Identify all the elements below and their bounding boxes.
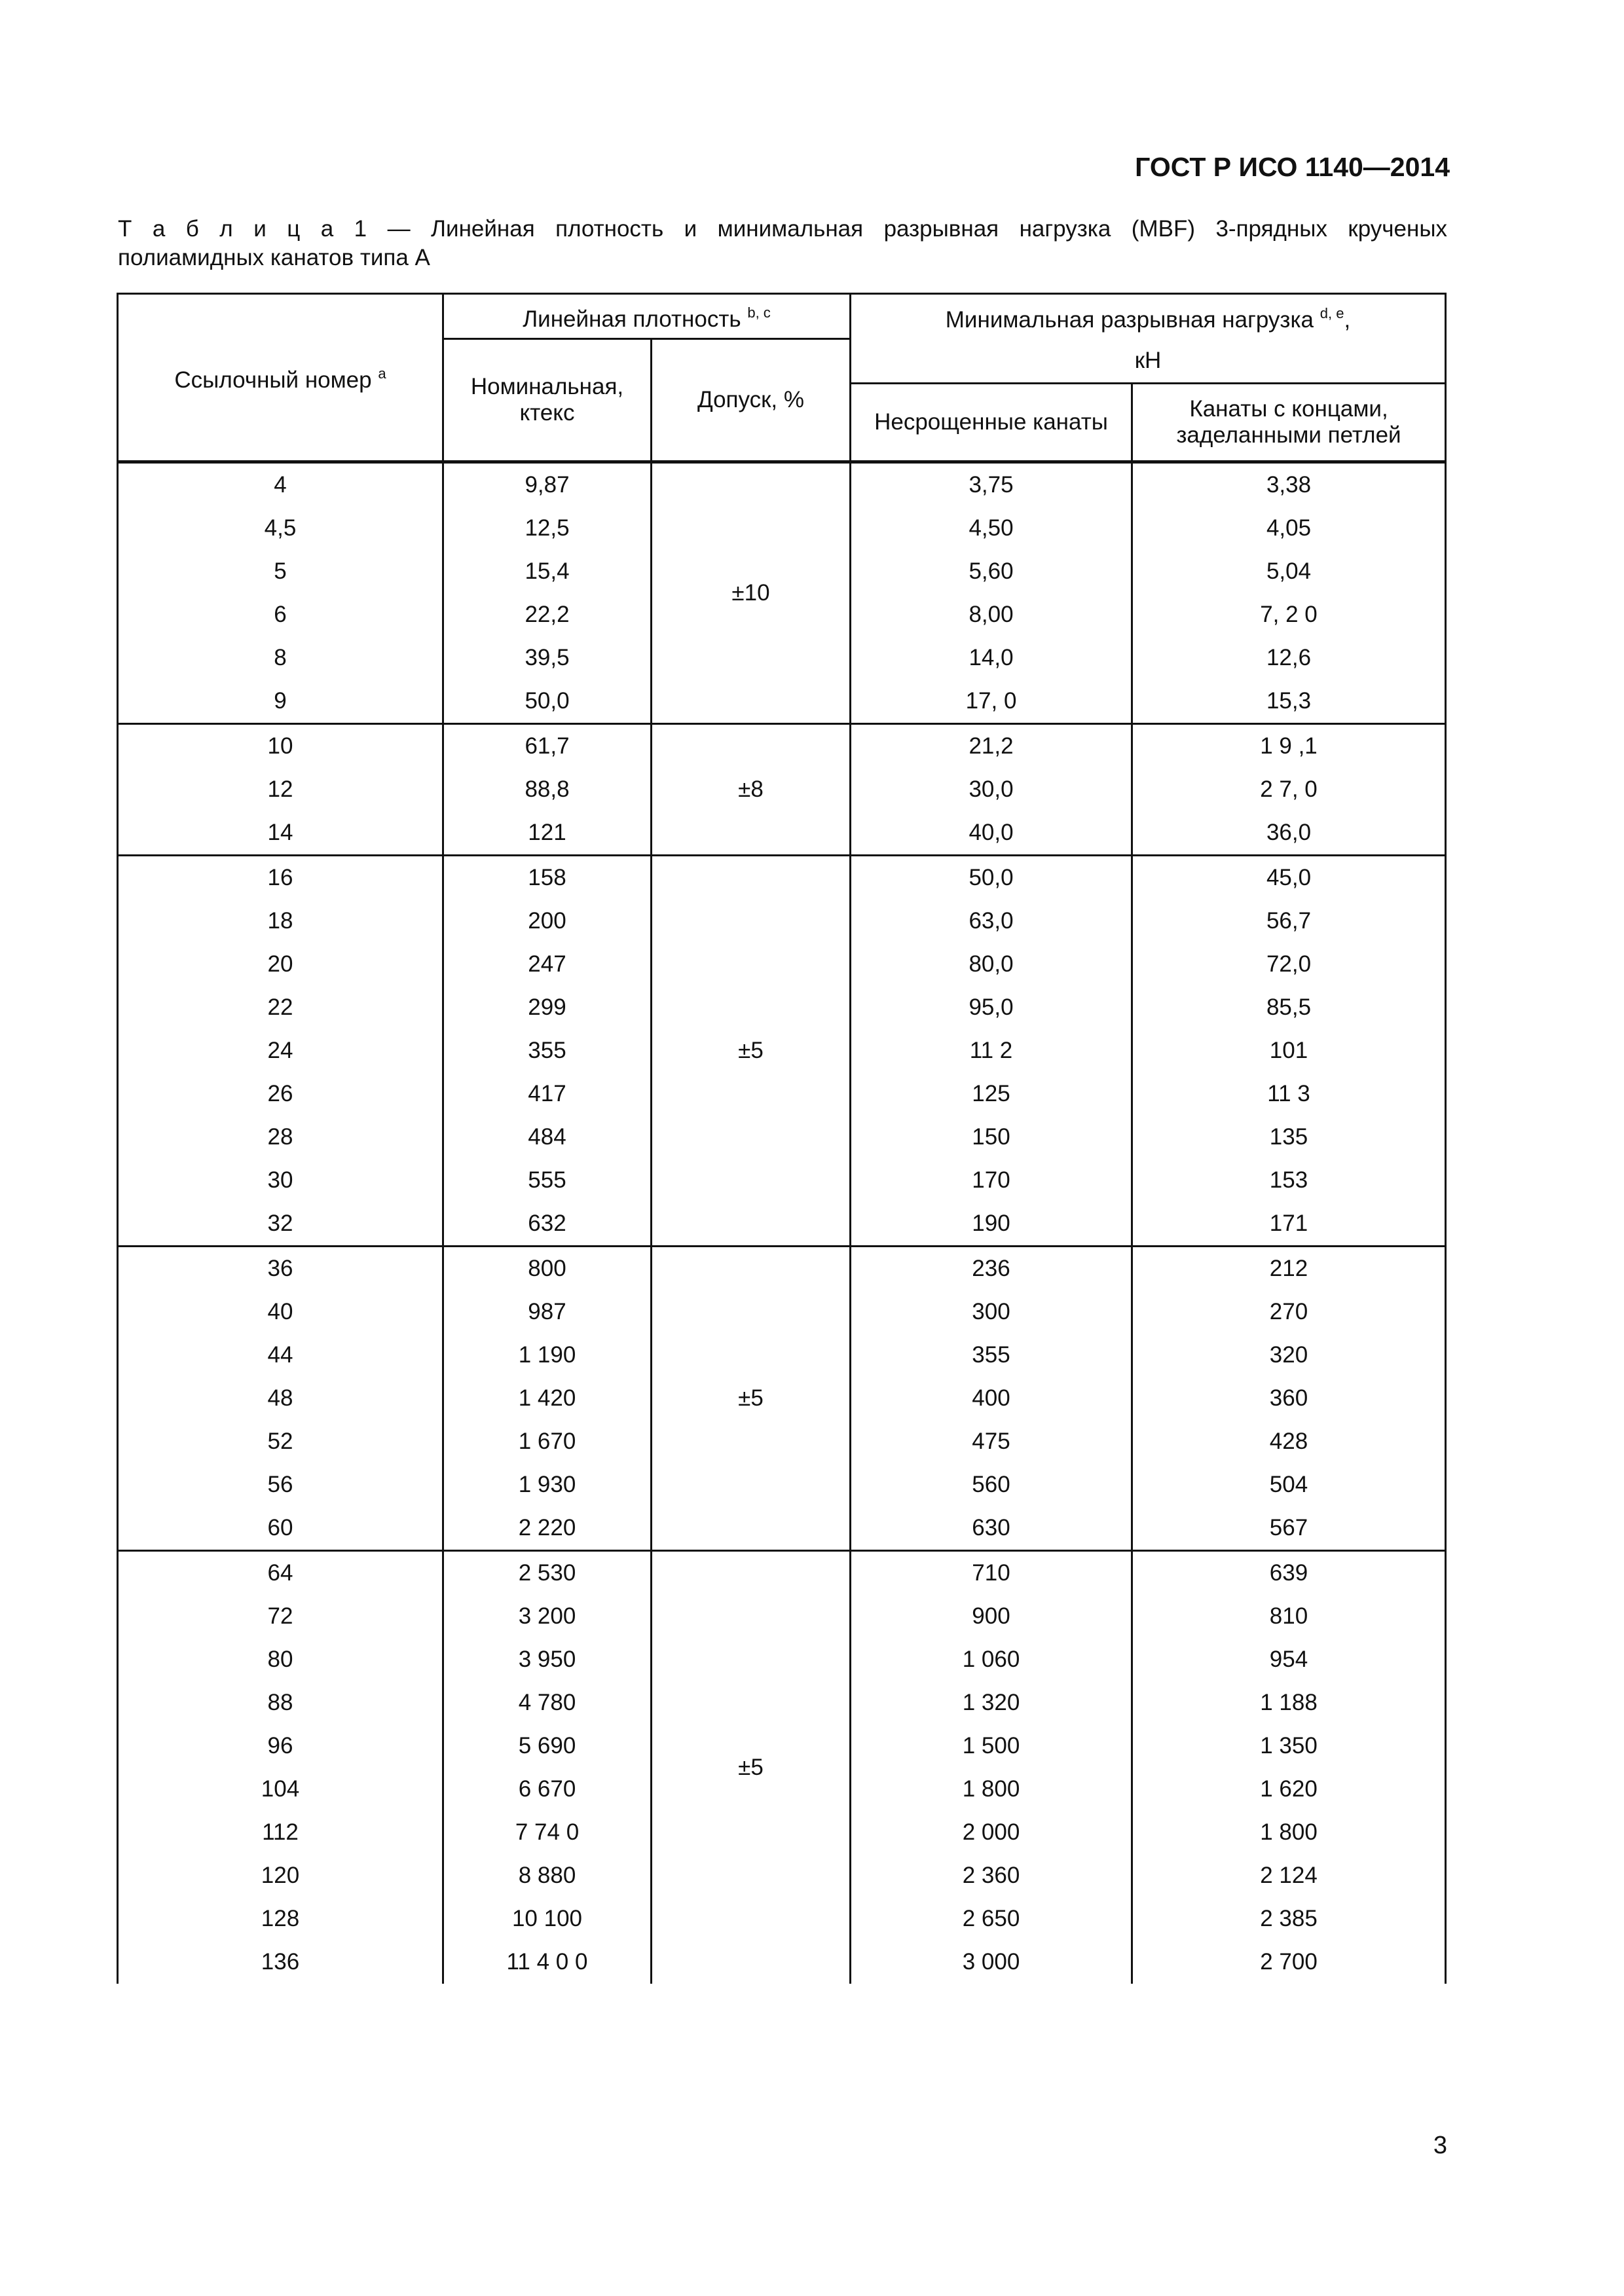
cell-unspliced-mbf: 80,0 [851, 943, 1132, 986]
cell-tolerance: ±5 [652, 1246, 851, 1550]
cell-reference-number: 30 [118, 1159, 443, 1202]
header-unspliced: Несрощенные канаты [851, 383, 1132, 462]
cell-nominal-density: 50,0 [443, 680, 652, 724]
cell-spliced-mbf: 56,7 [1132, 900, 1446, 943]
cell-nominal-density: 5 690 [443, 1724, 652, 1768]
cell-reference-number: 10 [118, 723, 443, 768]
cell-reference-number: 9 [118, 680, 443, 724]
cell-spliced-mbf: 2 385 [1132, 1897, 1446, 1941]
cell-reference-number: 112 [118, 1811, 443, 1854]
cell-unspliced-mbf: 3 000 [851, 1941, 1132, 1984]
cell-nominal-density: 484 [443, 1116, 652, 1159]
cell-spliced-mbf: 270 [1132, 1290, 1446, 1334]
cell-unspliced-mbf: 1 800 [851, 1768, 1132, 1811]
cell-unspliced-mbf: 170 [851, 1159, 1132, 1202]
table-header [118, 294, 1446, 462]
header-reference-label: Ссылочный номер [174, 367, 372, 393]
cell-nominal-density: 632 [443, 1202, 652, 1247]
table-row [118, 723, 1446, 768]
document-code: ГОСТ Р ИСО 1140—2014 [1135, 152, 1450, 182]
cell-spliced-mbf: 101 [1132, 1029, 1446, 1072]
cell-nominal-density: 247 [443, 943, 652, 986]
header-nominal: Номинальная, ктекс [443, 339, 652, 462]
cell-nominal-density: 4 780 [443, 1681, 652, 1724]
cell-nominal-density: 8 880 [443, 1854, 652, 1897]
cell-nominal-density: 355 [443, 1029, 652, 1072]
cell-reference-number: 88 [118, 1681, 443, 1724]
cell-reference-number: 32 [118, 1202, 443, 1247]
cell-spliced-mbf: 1 9 ,1 [1132, 723, 1446, 768]
cell-spliced-mbf: 954 [1132, 1638, 1446, 1681]
cell-unspliced-mbf: 2 360 [851, 1854, 1132, 1897]
cell-unspliced-mbf: 300 [851, 1290, 1132, 1334]
cell-unspliced-mbf: 560 [851, 1463, 1132, 1506]
cell-spliced-mbf: 1 800 [1132, 1811, 1446, 1854]
cell-reference-number: 104 [118, 1768, 443, 1811]
cell-nominal-density: 12,5 [443, 507, 652, 550]
cell-nominal-density: 6 670 [443, 1768, 652, 1811]
cell-reference-number: 60 [118, 1506, 443, 1551]
cell-spliced-mbf: 15,3 [1132, 680, 1446, 724]
cell-spliced-mbf: 36,0 [1132, 811, 1446, 856]
cell-reference-number: 14 [118, 811, 443, 856]
table-row [118, 462, 1446, 507]
cell-spliced-mbf: 11 3 [1132, 1072, 1446, 1116]
cell-spliced-mbf: 3,38 [1132, 462, 1446, 507]
cell-reference-number: 64 [118, 1550, 443, 1595]
cell-nominal-density: 299 [443, 986, 652, 1029]
cell-spliced-mbf: 504 [1132, 1463, 1446, 1506]
cell-nominal-density: 10 100 [443, 1897, 652, 1941]
cell-nominal-density: 61,7 [443, 723, 652, 768]
cell-nominal-density: 22,2 [443, 593, 652, 636]
cell-reference-number: 52 [118, 1420, 443, 1463]
table-caption [118, 215, 1447, 272]
header-min-breaking-force [851, 294, 1446, 339]
cell-nominal-density: 800 [443, 1246, 652, 1290]
cell-unspliced-mbf: 1 320 [851, 1681, 1132, 1724]
cell-unspliced-mbf: 63,0 [851, 900, 1132, 943]
cell-reference-number: 22 [118, 986, 443, 1029]
header-reference-footnote: a [378, 365, 386, 382]
cell-unspliced-mbf: 2 650 [851, 1897, 1132, 1941]
cell-nominal-density: 3 950 [443, 1638, 652, 1681]
cell-spliced-mbf: 428 [1132, 1420, 1446, 1463]
cell-unspliced-mbf: 125 [851, 1072, 1132, 1116]
table-caption-line2: полиамидных канатов типа А [118, 245, 430, 270]
cell-spliced-mbf: 639 [1132, 1550, 1446, 1595]
cell-spliced-mbf: 1 350 [1132, 1724, 1446, 1768]
cell-spliced-mbf: 2 7, 0 [1132, 768, 1446, 811]
header-unit: кН [851, 339, 1446, 384]
cell-nominal-density: 121 [443, 811, 652, 856]
rope-properties-table [117, 293, 1447, 1984]
cell-spliced-mbf: 320 [1132, 1334, 1446, 1377]
cell-nominal-density: 11 4 0 0 [443, 1941, 652, 1984]
cell-spliced-mbf: 85,5 [1132, 986, 1446, 1029]
header-linear-density-footnote: b, c [747, 304, 771, 321]
cell-spliced-mbf: 5,04 [1132, 550, 1446, 593]
cell-reference-number: 72 [118, 1595, 443, 1638]
cell-unspliced-mbf: 355 [851, 1334, 1132, 1377]
table-body [118, 462, 1446, 1984]
header-mbf-comma: , [1344, 306, 1351, 333]
header-mbf-footnote: d, e [1320, 304, 1344, 321]
cell-nominal-density: 1 420 [443, 1377, 652, 1420]
cell-spliced-mbf: 7, 2 0 [1132, 593, 1446, 636]
cell-tolerance: ±10 [652, 462, 851, 723]
cell-spliced-mbf: 72,0 [1132, 943, 1446, 986]
cell-unspliced-mbf: 17, 0 [851, 680, 1132, 724]
table-caption-line1: Т а б л и ц а 1 — Линейная плотность и минимальная разрывная нагрузка (MBF) 3-прядных крученых [118, 216, 1447, 242]
cell-reference-number: 136 [118, 1941, 443, 1984]
cell-spliced-mbf: 1 188 [1132, 1681, 1446, 1724]
header-reference-number [118, 294, 443, 462]
cell-spliced-mbf: 45,0 [1132, 855, 1446, 900]
cell-nominal-density: 7 74 0 [443, 1811, 652, 1854]
header-tolerance: Допуск, % [652, 339, 851, 462]
cell-unspliced-mbf: 1 060 [851, 1638, 1132, 1681]
cell-reference-number: 56 [118, 1463, 443, 1506]
cell-unspliced-mbf: 14,0 [851, 636, 1132, 680]
table-row [118, 1550, 1446, 1595]
cell-unspliced-mbf: 95,0 [851, 986, 1132, 1029]
cell-unspliced-mbf: 11 2 [851, 1029, 1132, 1072]
cell-tolerance: ±5 [652, 855, 851, 1246]
cell-reference-number: 44 [118, 1334, 443, 1377]
cell-reference-number: 8 [118, 636, 443, 680]
cell-nominal-density: 417 [443, 1072, 652, 1116]
cell-unspliced-mbf: 900 [851, 1595, 1132, 1638]
cell-unspliced-mbf: 400 [851, 1377, 1132, 1420]
cell-spliced-mbf: 12,6 [1132, 636, 1446, 680]
cell-nominal-density: 88,8 [443, 768, 652, 811]
header-linear-density-label: Линейная плотность [523, 306, 741, 332]
cell-reference-number: 24 [118, 1029, 443, 1072]
cell-spliced-mbf: 2 700 [1132, 1941, 1446, 1984]
cell-reference-number: 16 [118, 855, 443, 900]
cell-spliced-mbf: 810 [1132, 1595, 1446, 1638]
cell-unspliced-mbf: 50,0 [851, 855, 1132, 900]
cell-unspliced-mbf: 21,2 [851, 723, 1132, 768]
cell-spliced-mbf: 567 [1132, 1506, 1446, 1551]
cell-nominal-density: 15,4 [443, 550, 652, 593]
cell-nominal-density: 2 220 [443, 1506, 652, 1551]
cell-tolerance: ±8 [652, 723, 851, 855]
cell-unspliced-mbf: 3,75 [851, 462, 1132, 507]
cell-nominal-density: 3 200 [443, 1595, 652, 1638]
cell-unspliced-mbf: 150 [851, 1116, 1132, 1159]
cell-unspliced-mbf: 8,00 [851, 593, 1132, 636]
cell-nominal-density: 1 930 [443, 1463, 652, 1506]
cell-reference-number: 96 [118, 1724, 443, 1768]
cell-reference-number: 40 [118, 1290, 443, 1334]
cell-reference-number: 4,5 [118, 507, 443, 550]
cell-nominal-density: 1 670 [443, 1420, 652, 1463]
table-row [118, 1246, 1446, 1290]
cell-nominal-density: 9,87 [443, 462, 652, 507]
cell-reference-number: 5 [118, 550, 443, 593]
cell-reference-number: 28 [118, 1116, 443, 1159]
cell-nominal-density: 200 [443, 900, 652, 943]
cell-spliced-mbf: 1 620 [1132, 1768, 1446, 1811]
cell-unspliced-mbf: 236 [851, 1246, 1132, 1290]
cell-spliced-mbf: 212 [1132, 1246, 1446, 1290]
table-row [118, 855, 1446, 900]
cell-unspliced-mbf: 30,0 [851, 768, 1132, 811]
cell-unspliced-mbf: 1 500 [851, 1724, 1132, 1768]
cell-unspliced-mbf: 5,60 [851, 550, 1132, 593]
header-mbf-label: Минимальная разрывная нагрузка [945, 306, 1314, 333]
cell-unspliced-mbf: 40,0 [851, 811, 1132, 856]
cell-reference-number: 6 [118, 593, 443, 636]
cell-nominal-density: 39,5 [443, 636, 652, 680]
header-linear-density [443, 294, 851, 339]
cell-reference-number: 4 [118, 462, 443, 507]
cell-spliced-mbf: 4,05 [1132, 507, 1446, 550]
cell-spliced-mbf: 360 [1132, 1377, 1446, 1420]
cell-tolerance: ±5 [652, 1550, 851, 1984]
cell-unspliced-mbf: 190 [851, 1202, 1132, 1247]
cell-reference-number: 26 [118, 1072, 443, 1116]
cell-reference-number: 120 [118, 1854, 443, 1897]
cell-unspliced-mbf: 475 [851, 1420, 1132, 1463]
page-number: 3 [1433, 2132, 1447, 2159]
cell-spliced-mbf: 135 [1132, 1116, 1446, 1159]
cell-reference-number: 80 [118, 1638, 443, 1681]
cell-unspliced-mbf: 630 [851, 1506, 1132, 1551]
cell-nominal-density: 2 530 [443, 1550, 652, 1595]
cell-unspliced-mbf: 2 000 [851, 1811, 1132, 1854]
cell-nominal-density: 555 [443, 1159, 652, 1202]
cell-unspliced-mbf: 4,50 [851, 507, 1132, 550]
cell-reference-number: 36 [118, 1246, 443, 1290]
cell-reference-number: 18 [118, 900, 443, 943]
cell-reference-number: 48 [118, 1377, 443, 1420]
cell-reference-number: 12 [118, 768, 443, 811]
cell-spliced-mbf: 171 [1132, 1202, 1446, 1247]
cell-spliced-mbf: 153 [1132, 1159, 1446, 1202]
header-spliced: Канаты с концами, заделанными петлей [1132, 383, 1446, 462]
cell-nominal-density: 1 190 [443, 1334, 652, 1377]
cell-reference-number: 20 [118, 943, 443, 986]
cell-unspliced-mbf: 710 [851, 1550, 1132, 1595]
cell-reference-number: 128 [118, 1897, 443, 1941]
cell-nominal-density: 987 [443, 1290, 652, 1334]
cell-spliced-mbf: 2 124 [1132, 1854, 1446, 1897]
cell-nominal-density: 158 [443, 855, 652, 900]
